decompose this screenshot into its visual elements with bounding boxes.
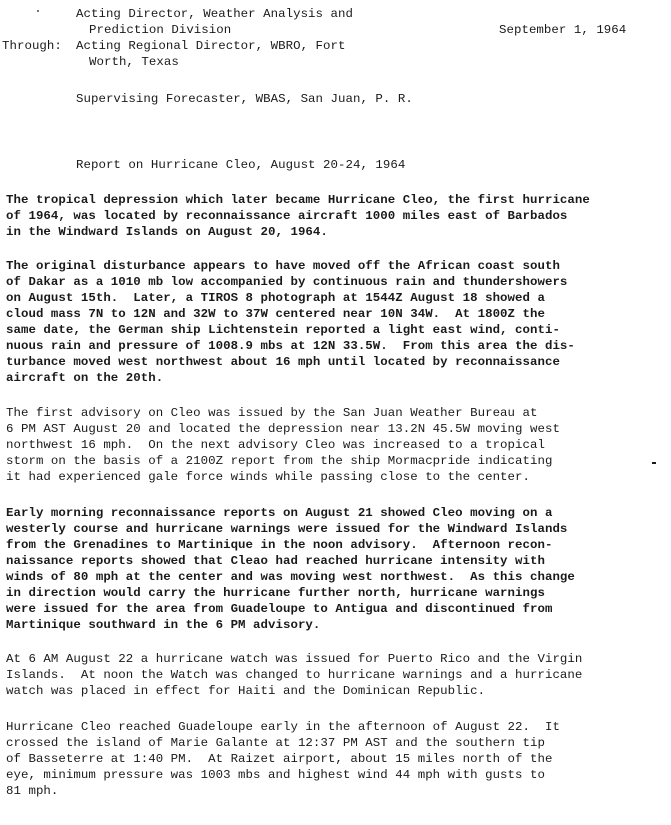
paragraph-1-line-1: The tropical depression which later became Hurricane Cleo, the first hurricane <box>6 193 590 207</box>
paragraph-6-line-3: of Basseterre at 1:40 PM. At Raizet airport, about 15 miles north of the <box>6 752 553 766</box>
from-line: Supervising Forecaster, WBAS, San Juan, P. R. <box>76 92 413 106</box>
report-title: Report on Hurricane Cleo, August 20-24, 1964 <box>76 158 406 172</box>
through-label: Through: <box>2 39 62 53</box>
paragraph-6-line-4: eye, minimum pressure was 1003 mbs and highest wind 44 mph with gusts to <box>6 768 545 782</box>
paragraph-4-line-2: westerly course and hurricane warnings were issued for the Windward Islands <box>6 522 568 536</box>
paragraph-2-line-6: nuous rain and pressure of 1008.9 mbs at 12N 33.5W. From this area the dis- <box>6 339 575 353</box>
to-line-2: Prediction Division <box>89 23 232 37</box>
paragraph-1-line-3: in the Windward Islands on August 20, 1964. <box>6 225 328 239</box>
scan-speck <box>37 10 39 12</box>
paragraph-6-line-1: Hurricane Cleo reached Guadeloupe early in the afternoon of August 22. It <box>6 720 560 734</box>
through-line-1: Acting Regional Director, WBRO, Fort <box>76 39 346 53</box>
paragraph-2-line-5: same date, the German ship Lichtenstein reported a light east wind, conti- <box>6 323 560 337</box>
paragraph-2-line-1: The original disturbance appears to have moved off the African coast south <box>6 259 560 273</box>
paragraph-4-line-3: from the Grenadines to Martinique in the noon advisory. Afternoon recon- <box>6 538 553 552</box>
memo-date: September 1, 1964 <box>499 23 627 37</box>
paragraph-3-line-5: it had experienced gale force winds while passing close to the center. <box>6 470 530 484</box>
paragraph-4-line-1: Early morning reconnaissance reports on August 21 showed Cleo moving on a <box>6 506 553 520</box>
paragraph-6-line-5: 81 mph. <box>6 784 59 798</box>
paragraph-2-line-7: turbance moved west northwest about 16 mph until located by reconnaissance <box>6 355 560 369</box>
to-line-1: Acting Director, Weather Analysis and <box>76 7 353 21</box>
paragraph-5-line-1: At 6 AM August 22 a hurricane watch was issued for Puerto Rico and the Virgin <box>6 652 583 666</box>
through-line-2: Worth, Texas <box>89 55 179 69</box>
paragraph-4-line-8: Martinique southward in the 6 PM advisory. <box>6 618 321 632</box>
paragraph-4-line-7: were issued for the area from Guadeloupe to Antigua and discontinued from <box>6 602 553 616</box>
paragraph-3-line-4: storm on the basis of a 2100Z report from the ship Mormacpride indicating <box>6 454 553 468</box>
paragraph-4-line-4: naissance reports showed that Cleao had reached hurricane intensity with <box>6 554 545 568</box>
paragraph-5-line-2: Islands. At noon the Watch was changed to hurricane warnings and a hurricane <box>6 668 583 682</box>
paragraph-4-line-5: winds of 80 mph at the center and was moving west northwest. As this change <box>6 570 575 584</box>
paragraph-3-line-3: northwest 16 mph. On the next advisory Cleo was increased to a tropical <box>6 438 545 452</box>
paragraph-2-line-8: aircraft on the 20th. <box>6 371 164 385</box>
paragraph-3-line-2: 6 PM AST August 20 and located the depression near 13.2N 45.5W moving west <box>6 422 560 436</box>
paragraph-6-line-2: crossed the island of Marie Galante at 12:37 PM AST and the southern tip <box>6 736 545 750</box>
paragraph-2-line-4: cloud mass 7N to 12N and 32W to 37W centered near 10N 34W. At 1800Z the <box>6 307 545 321</box>
paragraph-2-line-3: on August 15th. Later, a TIROS 8 photograph at 1544Z August 18 showed a <box>6 291 545 305</box>
margin-dash-mark <box>652 462 656 464</box>
paragraph-1-line-2: of 1964, was located by reconnaissance aircraft 1000 miles east of Barbados <box>6 209 568 223</box>
paragraph-4-line-6: in direction would carry the hurricane further north, hurricane warnings <box>6 586 545 600</box>
paragraph-3-line-1: The first advisory on Cleo was issued by the San Juan Weather Bureau at <box>6 406 538 420</box>
paragraph-2-line-2: of Dakar as a 1010 mb low accompanied by continuous rain and thundershowers <box>6 275 568 289</box>
paragraph-5-line-3: watch was placed in effect for Haiti and the Dominican Republic. <box>6 684 486 698</box>
